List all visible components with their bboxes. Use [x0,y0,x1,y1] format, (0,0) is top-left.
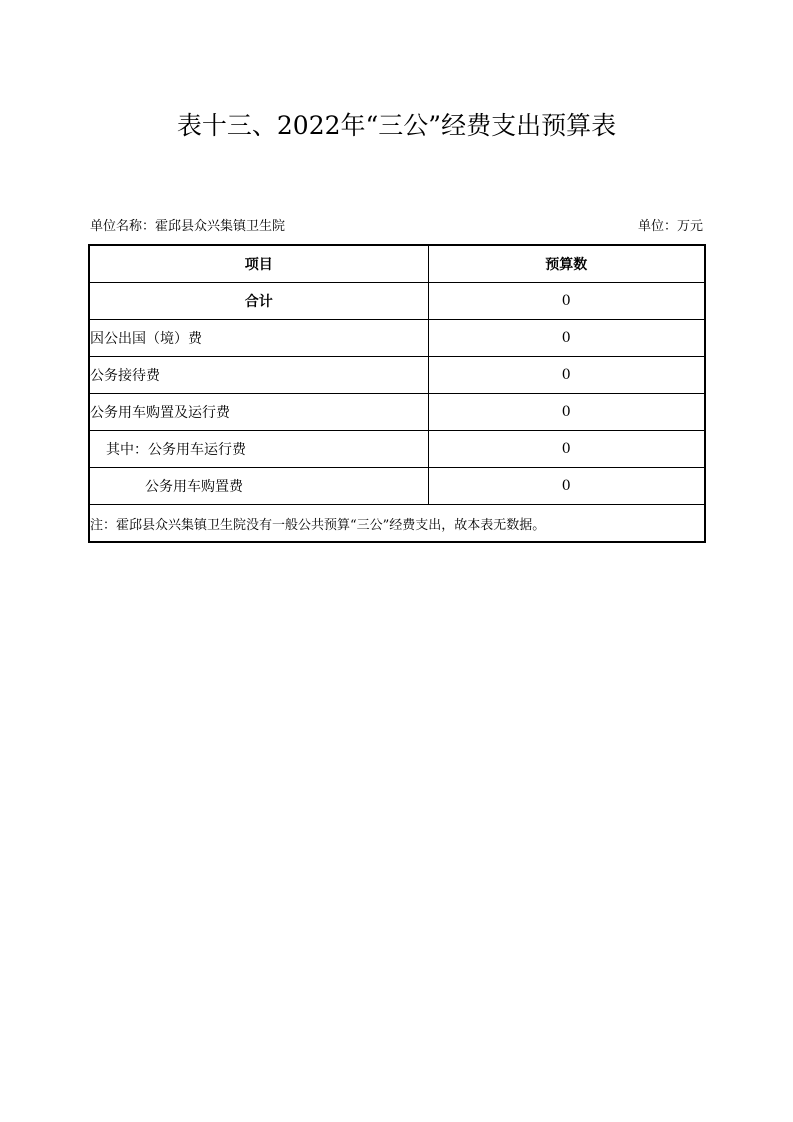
row-value: 0 [428,431,705,468]
table-header-row [89,245,705,283]
table-note-row [89,505,705,543]
page-title: 表十三、2022年“三公”经费支出预算表 [176,111,617,140]
row-label: 公务用车购置费 [89,468,428,505]
budget-table [88,244,706,543]
table-row [89,357,705,394]
header-item: 项目 [89,245,428,283]
row-label: 其中：公务用车运行费 [89,431,428,468]
row-value: 0 [428,283,705,320]
row-value: 0 [428,357,705,394]
row-label: 因公出国（境）费 [89,320,428,357]
table-row [89,394,705,431]
table-row [89,431,705,468]
unit-label: 单位：万元 [637,219,703,234]
row-value: 0 [428,468,705,505]
table-row [89,320,705,357]
table-row [89,468,705,505]
header-budget: 预算数 [428,245,705,283]
table-row-total [89,283,705,320]
row-label: 公务接待费 [89,357,428,394]
table-note: 注：霍邱县众兴集镇卫生院没有一般公共预算“三公”经费支出，故本表无数据。 [89,505,705,543]
row-value: 0 [428,394,705,431]
unit-name-label: 单位名称：霍邱县众兴集镇卫生院 [90,219,286,234]
row-value: 0 [428,320,705,357]
row-label: 公务用车购置及运行费 [89,394,428,431]
row-label: 合计 [89,283,428,320]
